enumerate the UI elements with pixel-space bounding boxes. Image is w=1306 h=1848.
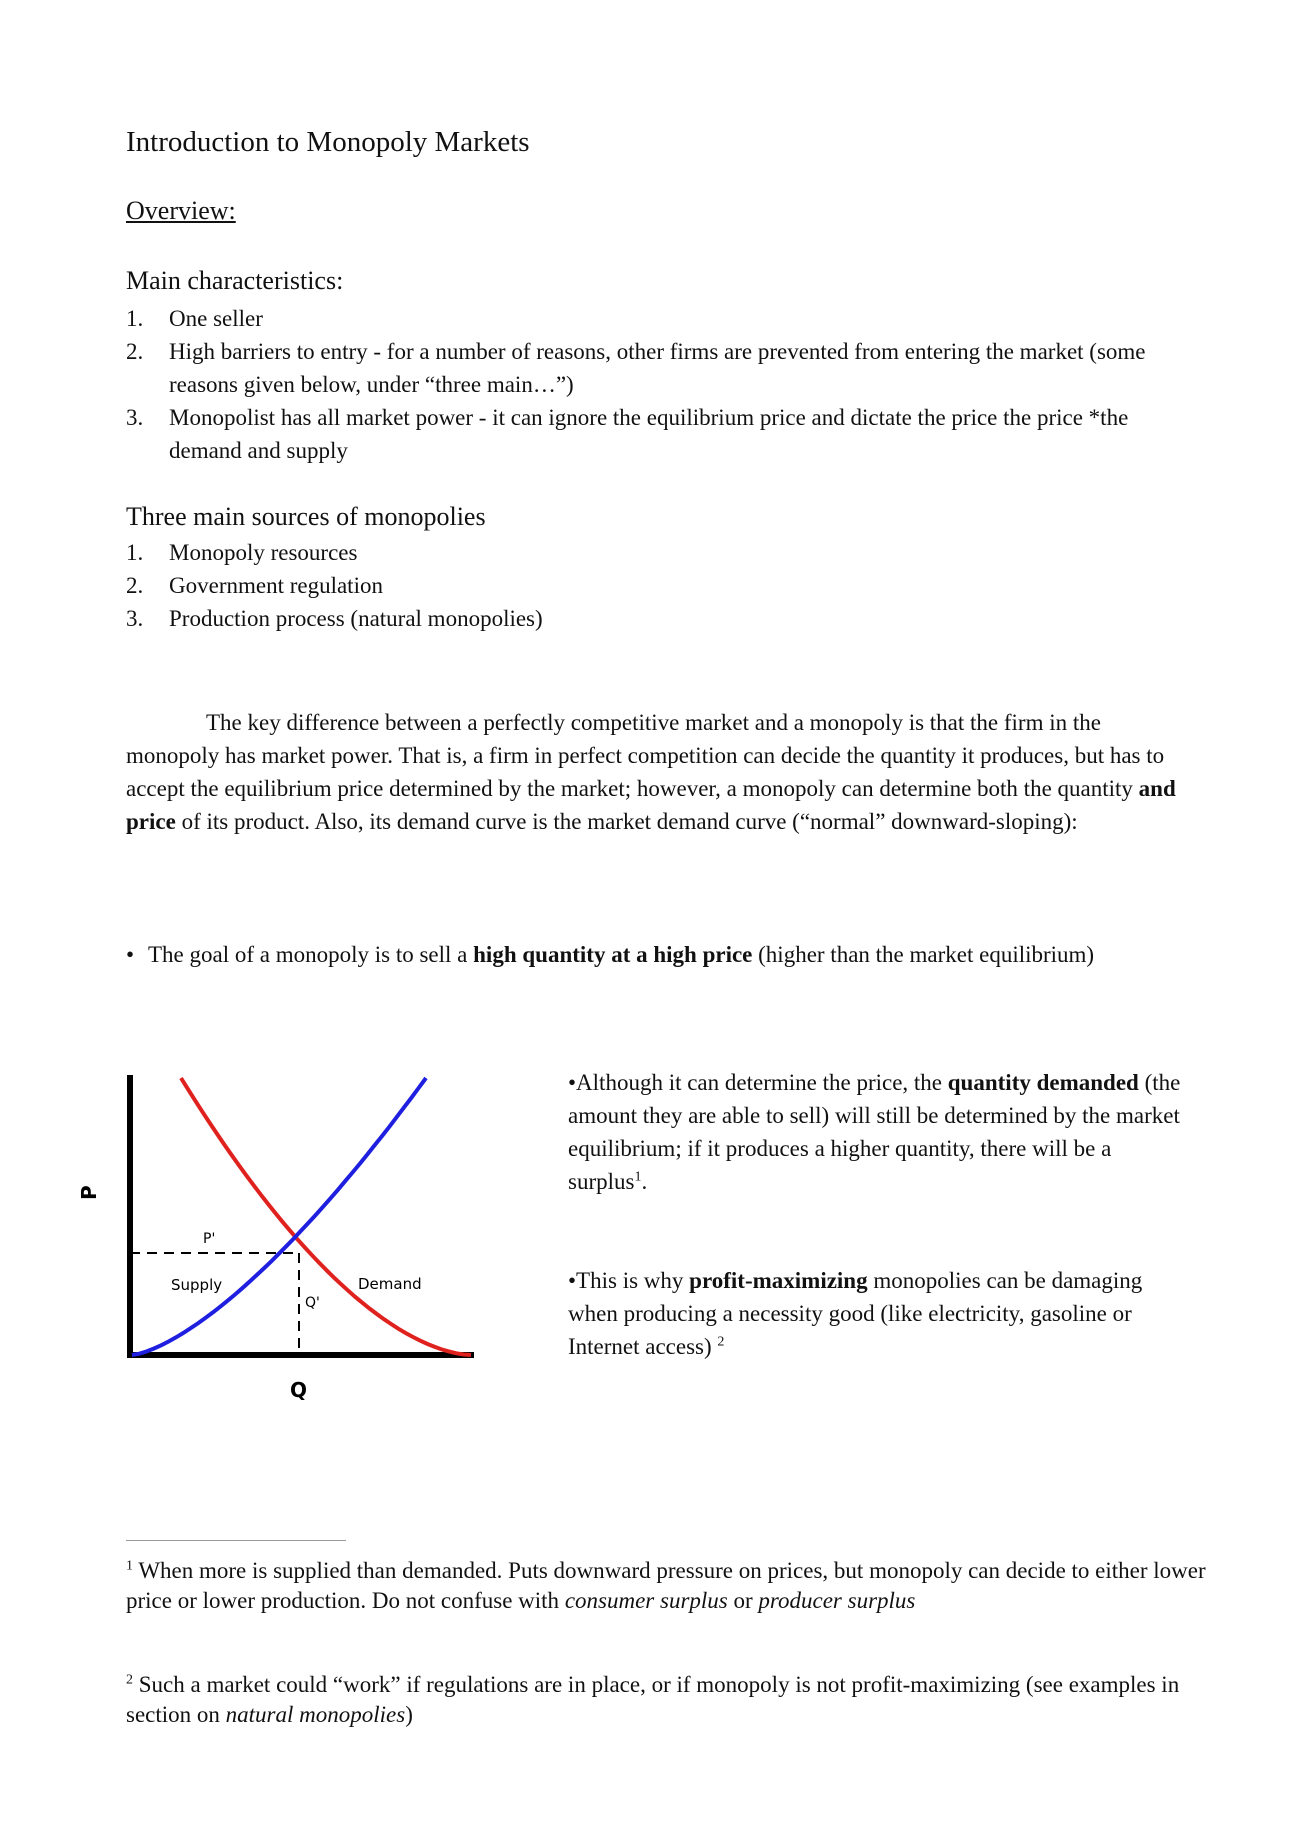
key-difference-paragraph: The key difference between a perfectly competitive market and a monopoly is that the firm in the monopoly has market power. That is, a firm in perfect competition can decide the quantity it produces, but has to accept the equilibrium price determined by the market; however, a monopoly can determine both the quantity and price of its product. Also, its demand curve is the market demand curve (“normal” downward-sloping): xyxy=(126,710,1176,834)
main-characteristics-heading: Main characteristics: xyxy=(126,266,344,295)
sources-list xyxy=(126,536,1186,635)
equilibrium-price-label: P' xyxy=(203,1231,216,1247)
footnote-ref-1[interactable]: 1 xyxy=(634,1169,642,1185)
side-note-quantity-demanded: •Although it can determine the price, the quantity demanded (the amount they are able to sell) will still be determined by the market equilibrium; if it produces a higher quantity, there will be a surplus$^1$. xyxy=(568,1070,1181,1194)
list-item: 3. Monopolist has all market power - it can ignore the equilibrium price and dictate the price the price *the demand and supply xyxy=(126,405,1129,463)
main-characteristics-list xyxy=(126,302,1186,467)
list-item: 2. Government regulation xyxy=(126,573,383,598)
footnote-ref-2[interactable]: 2 xyxy=(717,1334,725,1350)
bullet-marker: • xyxy=(126,942,135,967)
overview-heading: Overview: xyxy=(126,196,236,225)
x-axis-label: Q xyxy=(290,1378,308,1402)
list-item: 3. Production process (natural monopolies) xyxy=(126,606,543,631)
footnote-divider xyxy=(126,1540,346,1541)
supply-demand-chart xyxy=(76,1070,486,1420)
list-item: 1. One seller xyxy=(126,306,263,331)
demand-label: Demand xyxy=(358,1275,422,1293)
equilibrium-quantity-label: Q' xyxy=(305,1295,320,1311)
list-item: 2. High barriers to entry - for a number of reasons, other firms are prevented from entering the market (some reasons given below, under “three main…”) xyxy=(126,339,1146,397)
goal-bullet: • The goal of a monopoly is to sell a high quantity at a high price (higher than the market equilibrium) xyxy=(126,938,1186,971)
sources-heading: Three main sources of monopolies xyxy=(126,502,486,531)
list-item: 1. Monopoly resources xyxy=(126,540,358,565)
side-note-profit-maximizing: •This is why profit-maximizing monopolies can be damaging when producing a necessity good (like electricity, gasoline or Internet access) $^2$ xyxy=(568,1268,1143,1359)
supply-label: Supply xyxy=(171,1276,223,1294)
page-title: Introduction to Monopoly Markets xyxy=(126,126,530,158)
footnote-2: $^2$ Such a market could “work” if regulations are in place, or if monopoly is not profit-maximizing (see examples in section on natural monopolies) xyxy=(126,1672,1180,1727)
footnote-1: $^1$ When more is supplied than demanded. Puts downward pressure on prices, but monopoly can decide to either lower price or lower production. Do not confuse with consumer surplus or producer surplus xyxy=(126,1558,1206,1613)
y-axis-label: P xyxy=(77,1185,101,1200)
demand-curve xyxy=(181,1078,471,1355)
